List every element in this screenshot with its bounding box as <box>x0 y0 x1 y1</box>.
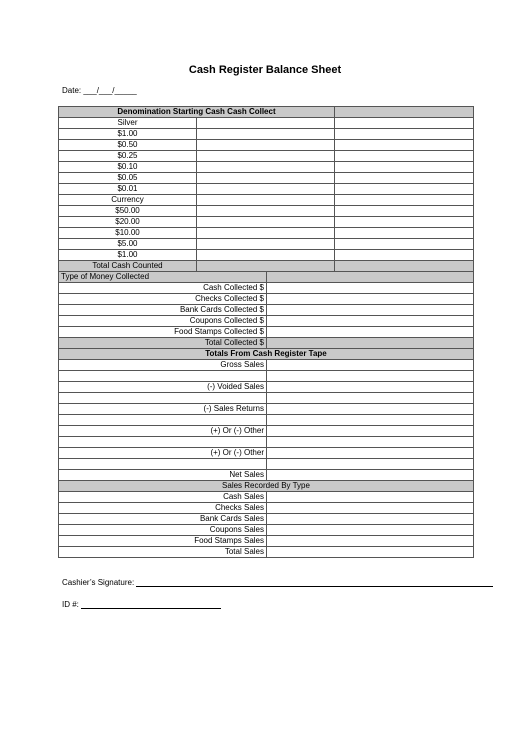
sales-line-label: Bank Cards Sales <box>59 514 267 525</box>
total-collected-row <box>59 338 474 349</box>
sales-line-label: Total Sales <box>59 547 267 558</box>
header-blank-cell <box>335 107 474 118</box>
tape-line-value[interactable] <box>267 415 474 426</box>
cash-collect-cell[interactable] <box>335 228 474 239</box>
tape-line-value[interactable] <box>267 404 474 415</box>
total-cash-counted-label: Total Cash Counted <box>59 261 197 272</box>
denomination-header-row <box>59 107 474 118</box>
money-collected-row <box>59 283 474 294</box>
money-collected-value[interactable] <box>267 305 474 316</box>
sales-line-row <box>59 547 474 558</box>
sales-line-label: Food Stamps Sales <box>59 536 267 547</box>
cash-collect-cell[interactable] <box>335 140 474 151</box>
tape-line-label: (-) Sales Returns <box>59 404 267 415</box>
tape-line-row <box>59 415 474 426</box>
denomination-label: $20.00 <box>59 217 197 228</box>
sales-line-row <box>59 536 474 547</box>
denomination-row <box>59 140 474 151</box>
sales-line-value[interactable] <box>267 547 474 558</box>
cash-collect-cell[interactable] <box>335 118 474 129</box>
cash-collect-cell[interactable] <box>335 173 474 184</box>
page-title: Cash Register Balance Sheet <box>188 64 342 76</box>
cash-collect-cell[interactable] <box>335 162 474 173</box>
sales-line-row <box>59 503 474 514</box>
denomination-row <box>59 239 474 250</box>
tape-line-value[interactable] <box>267 371 474 382</box>
sales-line-value[interactable] <box>267 514 474 525</box>
denomination-row <box>59 162 474 173</box>
denomination-row <box>59 173 474 184</box>
tape-line-row <box>59 382 474 393</box>
tape-line-row <box>59 393 474 404</box>
cash-collect-cell[interactable] <box>335 239 474 250</box>
tape-line-label <box>59 393 267 404</box>
starting-cash-cell[interactable] <box>197 151 335 162</box>
collection-table <box>58 271 474 558</box>
tape-line-value[interactable] <box>267 470 474 481</box>
denomination-label: $50.00 <box>59 206 197 217</box>
sales-by-type-header: Sales Recorded By Type <box>59 481 474 492</box>
totals-header: Totals From Cash Register Tape <box>59 349 474 360</box>
money-collected-row <box>59 316 474 327</box>
denomination-label: $10.00 <box>59 228 197 239</box>
sales-by-type-header-row <box>59 481 474 492</box>
denomination-row <box>59 228 474 239</box>
totals-header-row <box>59 349 474 360</box>
sales-line-label: Coupons Sales <box>59 525 267 536</box>
sales-line-row <box>59 514 474 525</box>
money-collected-value[interactable] <box>267 327 474 338</box>
money-collected-row <box>59 294 474 305</box>
denomination-row <box>59 129 474 140</box>
total-collected-value[interactable] <box>267 338 474 349</box>
starting-cash-cell[interactable] <box>197 184 335 195</box>
denomination-row <box>59 217 474 228</box>
starting-cash-cell[interactable] <box>197 217 335 228</box>
starting-cash-cell[interactable] <box>197 195 335 206</box>
tape-line-row <box>59 404 474 415</box>
starting-cash-cell[interactable] <box>197 228 335 239</box>
cash-collect-cell[interactable] <box>335 217 474 228</box>
tape-line-label <box>59 459 267 470</box>
total-cash-counted-row <box>59 261 474 272</box>
cash-collect-cell[interactable] <box>335 206 474 217</box>
tape-line-value[interactable] <box>267 393 474 404</box>
type-of-money-row <box>59 272 474 283</box>
tape-line-label <box>59 415 267 426</box>
tape-line-row <box>59 437 474 448</box>
money-collected-value[interactable] <box>267 316 474 327</box>
starting-cash-cell[interactable] <box>197 239 335 250</box>
denomination-label: $0.10 <box>59 162 197 173</box>
tape-line-label <box>59 437 267 448</box>
money-collected-row <box>59 327 474 338</box>
sales-line-label: Cash Sales <box>59 492 267 503</box>
denomination-label: $0.25 <box>59 151 197 162</box>
total-collected-label: Total Collected $ <box>59 338 267 349</box>
money-collected-label: Coupons Collected $ <box>59 316 267 327</box>
tape-line-row <box>59 448 474 459</box>
type-of-money-blank <box>267 272 474 283</box>
starting-cash-cell[interactable] <box>197 206 335 217</box>
money-collected-value[interactable] <box>267 283 474 294</box>
denomination-table <box>58 106 474 272</box>
id-label: ID #: <box>62 600 79 609</box>
sales-line-value[interactable] <box>267 503 474 514</box>
tape-line-value[interactable] <box>267 448 474 459</box>
denomination-label: $0.01 <box>59 184 197 195</box>
denomination-label: Silver <box>59 118 197 129</box>
tape-line-label: (+) Or (-) Other <box>59 426 267 437</box>
cash-collect-cell[interactable] <box>335 250 474 261</box>
starting-cash-cell[interactable] <box>197 250 335 261</box>
signature-line[interactable] <box>136 578 493 587</box>
cash-collect-cell[interactable] <box>335 151 474 162</box>
cash-collect-cell[interactable] <box>335 184 474 195</box>
denomination-label: $0.50 <box>59 140 197 151</box>
tape-line-row <box>59 426 474 437</box>
tape-line-label <box>59 371 267 382</box>
signature-row <box>62 578 493 587</box>
starting-cash-cell[interactable] <box>197 162 335 173</box>
sales-line-value[interactable] <box>267 492 474 503</box>
tape-line-value[interactable] <box>267 382 474 393</box>
money-collected-row <box>59 305 474 316</box>
tape-line-value[interactable] <box>267 360 474 371</box>
total-collect-cell[interactable] <box>335 261 474 272</box>
id-row <box>62 600 221 609</box>
denomination-label: Currency <box>59 195 197 206</box>
money-collected-label: Food Stamps Collected $ <box>59 327 267 338</box>
tape-line-row <box>59 371 474 382</box>
denomination-row <box>59 250 474 261</box>
denomination-row <box>59 151 474 162</box>
money-collected-label: Checks Collected $ <box>59 294 267 305</box>
denomination-header: Denomination Starting Cash Cash Collect <box>59 107 335 118</box>
cash-collect-cell[interactable] <box>335 195 474 206</box>
denomination-label: $0.05 <box>59 173 197 184</box>
tape-line-value[interactable] <box>267 459 474 470</box>
tape-line-value[interactable] <box>267 437 474 448</box>
tape-line-value[interactable] <box>267 426 474 437</box>
sales-line-row <box>59 525 474 536</box>
tape-line-label: Net Sales <box>59 470 267 481</box>
tape-line-label: Gross Sales <box>59 360 267 371</box>
sales-line-row <box>59 492 474 503</box>
money-collected-value[interactable] <box>267 294 474 305</box>
sales-line-value[interactable] <box>267 525 474 536</box>
starting-cash-cell[interactable] <box>197 118 335 129</box>
tape-line-label: (-) Voided Sales <box>59 382 267 393</box>
denomination-label: $1.00 <box>59 129 197 140</box>
money-collected-label: Cash Collected $ <box>59 283 267 294</box>
sales-line-value[interactable] <box>267 536 474 547</box>
starting-cash-cell[interactable] <box>197 173 335 184</box>
signature-label: Cashier’s Signature: <box>62 578 135 587</box>
denomination-row <box>59 206 474 217</box>
tape-line-row <box>59 470 474 481</box>
cash-collect-cell[interactable] <box>335 129 474 140</box>
starting-cash-cell[interactable] <box>197 140 335 151</box>
total-starting-cell[interactable] <box>197 261 335 272</box>
tape-line-label: (+) Or (-) Other <box>59 448 267 459</box>
tape-line-row <box>59 360 474 371</box>
sales-line-label: Checks Sales <box>59 503 267 514</box>
money-collected-label: Bank Cards Collected $ <box>59 305 267 316</box>
denomination-label: $5.00 <box>59 239 197 250</box>
date-field[interactable]: Date: ___/___/_____ <box>62 86 137 95</box>
id-line[interactable] <box>81 600 221 609</box>
denomination-row <box>59 118 474 129</box>
denomination-row <box>59 195 474 206</box>
tape-line-row <box>59 459 474 470</box>
starting-cash-cell[interactable] <box>197 129 335 140</box>
denomination-label: $1.00 <box>59 250 197 261</box>
denomination-row <box>59 184 474 195</box>
type-of-money-label: Type of Money Collected <box>59 272 267 283</box>
